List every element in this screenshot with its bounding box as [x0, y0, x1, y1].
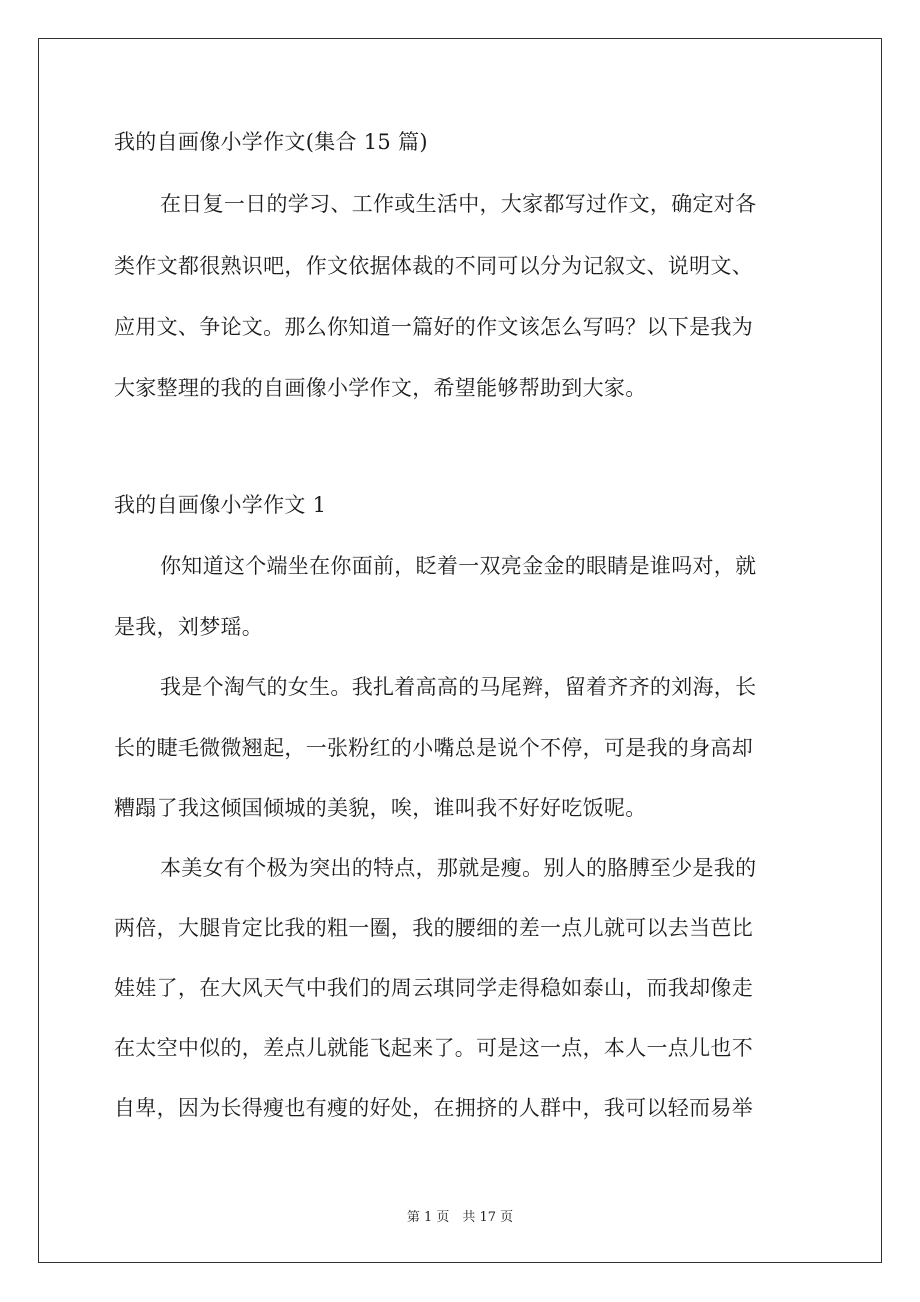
paragraph-line: 在太空中似的，差点儿就能飞起来了。可是这一点，本人一点儿也不 [114, 1036, 753, 1060]
intro-line: 大家整理的我的自画像小学作文，希望能够帮助到大家。 [114, 376, 647, 400]
paragraph-line: 糟蹋了我这倾国倾城的美貌，唉，谁叫我不好好吃饭呢。 [114, 796, 647, 820]
paragraph-line: 是我，刘梦瑶。 [114, 615, 264, 639]
intro-line: 在日复一日的学习、工作或生活中，大家都写过作文，确定对各 [160, 192, 757, 216]
page-footer: 第 1 页 共 17 页 [406, 1210, 514, 1225]
paragraph-line: 两倍，大腿肯定比我的粗一圈，我的腰细的差一点儿就可以去当芭比 [114, 916, 753, 940]
intro-line: 类作文都很熟识吧，作文依据体裁的不同可以分为记叙文、说明文、 [114, 254, 753, 278]
paragraph-line: 我是个淘气的女生。我扎着高高的马尾辫，留着齐齐的刘海，长 [160, 675, 757, 699]
paragraph-line: 本美女有个极为突出的特点，那就是瘦。别人的胳膊至少是我的 [160, 856, 757, 880]
paragraph-line: 自卑，因为长得瘦也有瘦的好处，在拥挤的人群中，我可以轻而易举 [114, 1096, 753, 1120]
intro-line: 应用文、争论文。那么你知道一篇好的作文该怎么写吗？以下是我为 [114, 315, 753, 339]
paragraph-line: 娃娃了，在大风天气中我们的周云琪同学走得稳如泰山，而我却像走 [114, 976, 753, 1000]
paragraph-line: 长的睫毛微微翘起，一张粉红的小嘴总是说个不停，可是我的身高却 [114, 736, 753, 760]
document-title: 我的自画像小学作文(集合 15 篇) [114, 130, 428, 154]
page-border [38, 38, 882, 1263]
paragraph-line: 你知道这个端坐在你面前，眨着一双亮金金的眼睛是谁吗对，就 [160, 554, 757, 578]
section-heading: 我的自画像小学作文 1 [114, 493, 327, 517]
